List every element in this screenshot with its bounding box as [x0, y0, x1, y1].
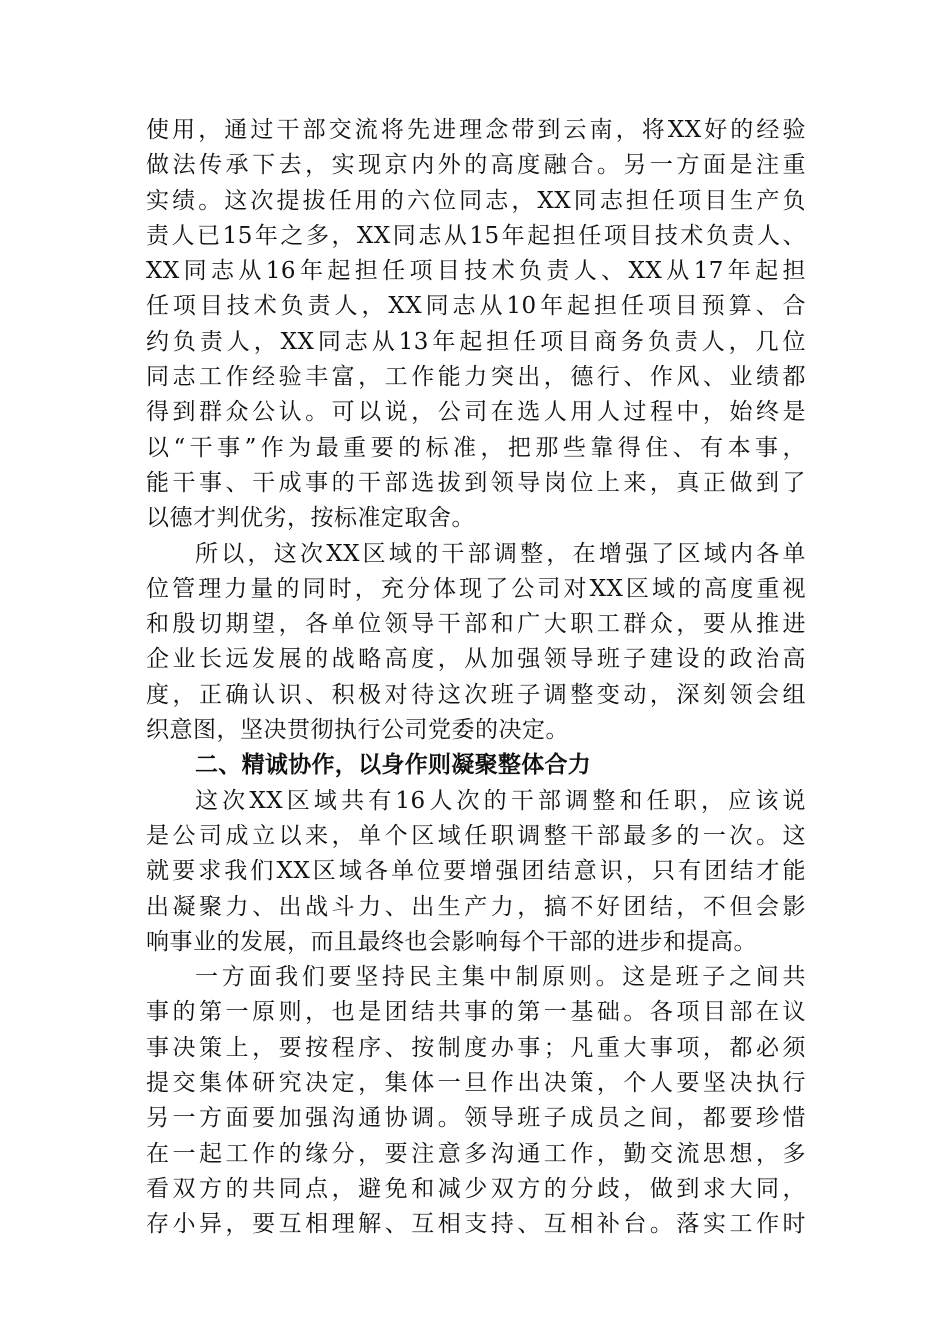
paragraph-line: XX同志从16年起担任项目技术负责人、XX从17年起担	[146, 258, 806, 285]
paragraph-line: 做法传承下去，实现京内外的高度融合。另一方面是注重	[146, 152, 806, 179]
paragraph-line: 能干事、干成事的干部选拔到领导岗位上来，真正做到了	[146, 469, 806, 496]
paragraph-line: 这次XX区域共有16人次的干部调整和任职，应该说	[195, 787, 806, 814]
paragraph-line: 度，正确认识、积极对待这次班子调整变动，深刻领会组	[146, 681, 806, 708]
paragraph-line: 位管理力量的同时，充分体现了公司对XX区域的高度重视	[146, 575, 806, 602]
paragraph-line: 一方面我们要坚持民主集中制原则。这是班子之间共	[195, 964, 806, 991]
paragraph-line: 响事业的发展，而且最终也会影响每个干部的进步和提高。	[146, 928, 757, 955]
paragraph-line: 责人已15年之多，XX同志从15年起担任项目技术负责人、	[146, 222, 806, 249]
paragraph-line: 看双方的共同点，避免和减少双方的分歧，做到求大同，	[146, 1175, 806, 1202]
paragraph-line: 在一起工作的缘分，要注意多沟通工作，勤交流思想，多	[146, 1140, 806, 1167]
paragraph-line: 和殷切期望，各单位领导干部和广大职工群众，要从推进	[146, 611, 806, 638]
paragraph-line: 所以，这次XX区域的干部调整，在增强了区域内各单	[195, 540, 806, 567]
paragraph-line: 任项目技术负责人，XX同志从10年起担任项目预算、合	[146, 293, 806, 320]
paragraph-line: 织意图，坚决贯彻执行公司党委的决定。	[146, 717, 569, 744]
paragraph-line: 就要求我们XX区域各单位要增强团结意识，只有团结才能	[146, 858, 806, 885]
paragraph-line: 企业长远发展的战略高度，从加强领导班子建设的政治高	[146, 646, 806, 673]
paragraph-line: 存小异，要互相理解、互相支持、互相补台。落实工作时	[146, 1211, 806, 1238]
paragraph-line: 以德才判优劣，按标准定取舍。	[146, 505, 475, 532]
paragraph-line: 以“干事”作为最重要的标准，把那些靠得住、有本事，	[146, 434, 806, 461]
paragraph-line: 事的第一原则，也是团结共事的第一基础。各项目部在议	[146, 999, 806, 1026]
paragraph-line: 事决策上，要按程序、按制度办事；凡重大事项，都必须	[146, 1034, 806, 1061]
paragraph-line: 出凝聚力、出战斗力、出生产力，搞不好团结，不但会影	[146, 893, 806, 920]
document-body	[146, 113, 806, 1243]
paragraph-line: 是公司成立以来，单个区域任职调整干部最多的一次。这	[146, 822, 806, 849]
paragraph-line: 得到群众公认。可以说，公司在选人用人过程中，始终是	[146, 399, 806, 426]
paragraph-line: 提交集体研究决定，集体一旦作出决策，个人要坚决执行	[146, 1070, 806, 1097]
paragraph-line: 同志工作经验丰富，工作能力突出，德行、作风、业绩都	[146, 364, 806, 391]
paragraph-line: 使用，通过干部交流将先进理念带到云南，将XX好的经验	[146, 117, 806, 143]
paragraph-line: 实绩。这次提拔任用的六位同志，XX同志担任项目生产负	[146, 187, 806, 214]
paragraph-line: 约负责人，XX同志从13年起担任项目商务负责人，几位	[146, 328, 806, 355]
paragraph-line: 另一方面要加强沟通协调。领导班子成员之间，都要珍惜	[146, 1105, 806, 1132]
section-heading: 二、精诚协作，以身作则凝聚整体合力	[195, 752, 592, 779]
